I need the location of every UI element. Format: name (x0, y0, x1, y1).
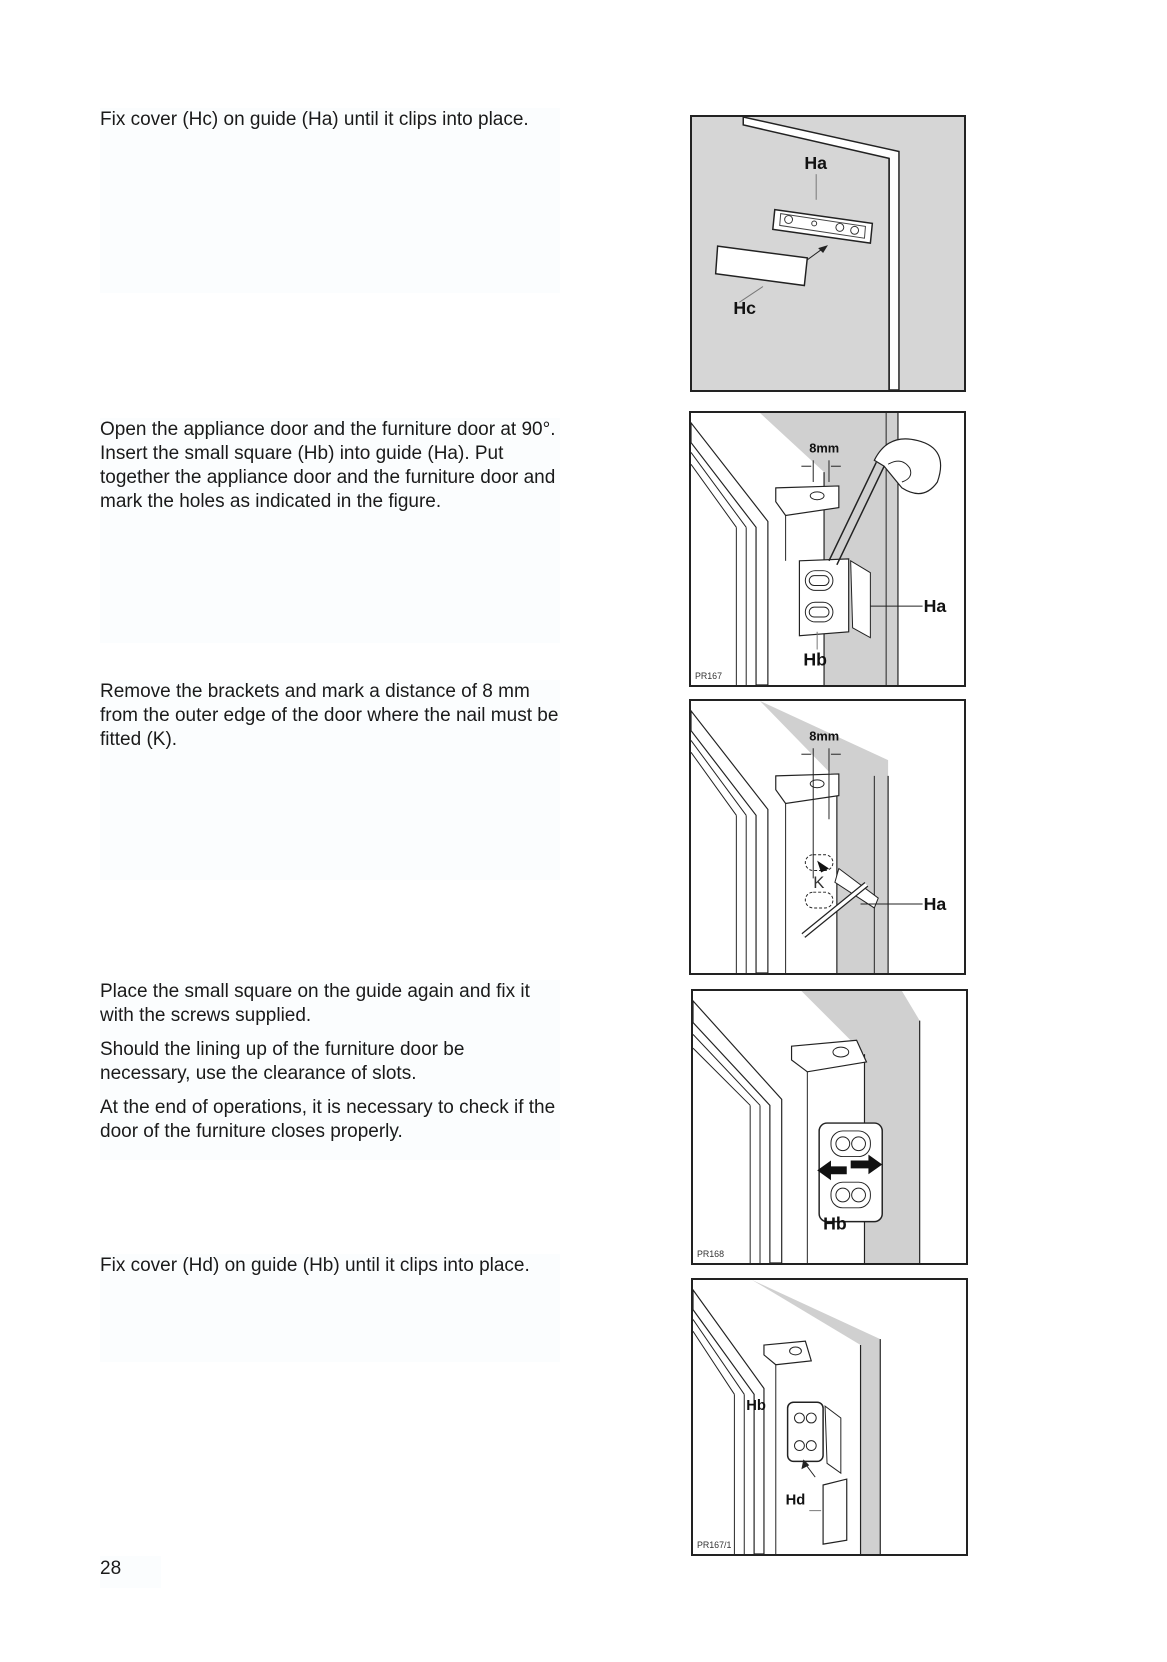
step-3-text (100, 680, 560, 880)
label-ha: Ha (923, 893, 947, 914)
figure-2-drawing (691, 413, 964, 685)
figure-cover-on-square (691, 1278, 968, 1556)
step-2-text (100, 418, 560, 643)
figure-mark-holes (689, 411, 966, 687)
step-5-text (100, 1254, 560, 1362)
label-hb: Hb (746, 1398, 766, 1415)
step-4-paragraph-2: Should the lining up of the furniture door be necessary, use the clearance of slots. (100, 1039, 465, 1084)
label-ha: Ha (804, 153, 828, 174)
label-8mm: 8mm (809, 440, 840, 456)
figure-nail-position (689, 699, 966, 975)
figure-code: PR167 (694, 671, 723, 682)
step-5-paragraph: Fix cover (Hd) on guide (Hb) until it clips into place. (100, 1255, 530, 1276)
figure-5-drawing (693, 1280, 966, 1554)
step-1-paragraph: Fix cover (Hc) on guide (Ha) until it clips into place. (100, 109, 529, 130)
label-hb: Hb (803, 649, 827, 670)
label-hb: Hb (823, 1213, 847, 1234)
label-8mm: 8mm (809, 728, 840, 744)
figure-3-drawing (691, 701, 964, 973)
step-4-text (100, 980, 560, 1160)
step-1-text (100, 108, 560, 293)
step-4-paragraph-1: Place the small square on the guide again and fix it with the screws supplied. (100, 981, 530, 1026)
figure-code: PR167/1 (696, 1540, 732, 1551)
label-hc: Hc (733, 298, 757, 319)
label-hd: Hd (785, 1492, 806, 1509)
step-2-paragraph: Open the appliance door and the furniture door at 90°. Insert the small square (Hb) into guide (Ha). Put together the appliance door and the furniture door and mark the holes as indicated in the figure. (100, 419, 556, 512)
figure-code: PR168 (696, 1249, 725, 1260)
step-3-paragraph: Remove the brackets and mark a distance of 8 mm from the outer edge of the door where the nail must be fitted (K). (100, 681, 559, 750)
figure-4-drawing (693, 991, 966, 1263)
figure-cover-on-guide (690, 115, 966, 392)
figure-fix-square (691, 989, 968, 1265)
page-number: 28 (100, 1556, 161, 1588)
step-4-paragraph-3: At the end of operations, it is necessary to check if the door of the furniture closes properly. (100, 1097, 556, 1142)
label-ha: Ha (923, 596, 947, 617)
figure-1-drawing (692, 117, 964, 390)
label-k: K (813, 873, 825, 893)
